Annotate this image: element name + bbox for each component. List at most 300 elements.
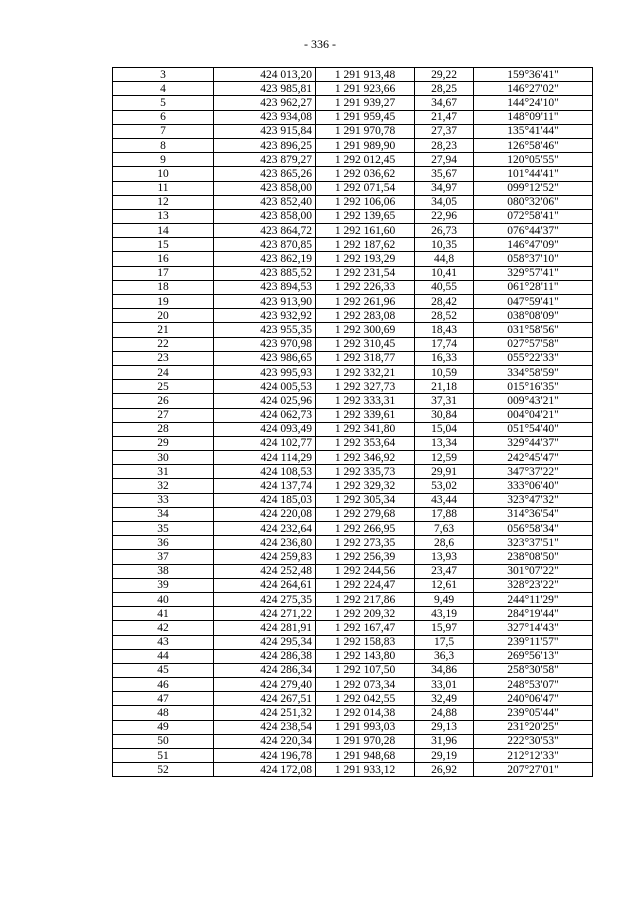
distance-cell: 13,34 xyxy=(415,436,474,450)
y-coordinate-cell: 1 292 042,55 xyxy=(316,692,415,706)
table-row xyxy=(113,238,593,252)
distance-cell: 21,47 xyxy=(415,110,474,124)
x-coordinate-cell: 424 286,38 xyxy=(214,649,316,663)
y-coordinate-cell: 1 292 305,34 xyxy=(316,493,415,507)
distance-cell: 24,88 xyxy=(415,706,474,720)
point-number-cell: 41 xyxy=(113,607,214,621)
x-coordinate-cell: 424 185,03 xyxy=(214,493,316,507)
y-coordinate-cell: 1 292 224,47 xyxy=(316,578,415,592)
y-coordinate-cell: 1 292 217,86 xyxy=(316,592,415,606)
point-number-cell: 25 xyxy=(113,380,214,394)
table-row xyxy=(113,195,593,209)
distance-cell: 15,04 xyxy=(415,422,474,436)
table-row xyxy=(113,252,593,266)
distance-cell: 27,94 xyxy=(415,153,474,167)
bearing-angle-cell: 135°41'44" xyxy=(474,124,593,138)
x-coordinate-cell: 424 295,34 xyxy=(214,635,316,649)
x-coordinate-cell: 424 196,78 xyxy=(214,749,316,763)
bearing-angle-cell: 258°30'58" xyxy=(474,663,593,677)
bearing-angle-cell: 238°08'50" xyxy=(474,550,593,564)
y-coordinate-cell: 1 292 107,50 xyxy=(316,663,415,677)
x-coordinate-cell: 423 932,92 xyxy=(214,309,316,323)
bearing-angle-cell: 120°05'55" xyxy=(474,153,593,167)
y-coordinate-cell: 1 291 948,68 xyxy=(316,749,415,763)
x-coordinate-cell: 423 986,65 xyxy=(214,351,316,365)
table-row xyxy=(113,309,593,323)
y-coordinate-cell: 1 291 923,66 xyxy=(316,82,415,96)
distance-cell: 29,22 xyxy=(415,68,474,82)
distance-cell: 34,86 xyxy=(415,663,474,677)
x-coordinate-cell: 424 271,22 xyxy=(214,607,316,621)
point-number-cell: 29 xyxy=(113,436,214,450)
y-coordinate-cell: 1 292 310,45 xyxy=(316,337,415,351)
table-row xyxy=(113,153,593,167)
distance-cell: 30,84 xyxy=(415,408,474,422)
point-number-cell: 5 xyxy=(113,96,214,110)
y-coordinate-cell: 1 292 209,32 xyxy=(316,607,415,621)
point-number-cell: 7 xyxy=(113,124,214,138)
distance-cell: 10,41 xyxy=(415,266,474,280)
point-number-cell: 46 xyxy=(113,678,214,692)
point-number-cell: 23 xyxy=(113,351,214,365)
y-coordinate-cell: 1 292 161,60 xyxy=(316,224,415,238)
y-coordinate-cell: 1 291 970,28 xyxy=(316,734,415,748)
y-coordinate-cell: 1 291 993,03 xyxy=(316,720,415,734)
table-row xyxy=(113,621,593,635)
bearing-angle-cell: 323°47'32" xyxy=(474,493,593,507)
x-coordinate-cell: 424 108,53 xyxy=(214,465,316,479)
y-coordinate-cell: 1 292 283,08 xyxy=(316,309,415,323)
table-row xyxy=(113,266,593,280)
point-number-cell: 26 xyxy=(113,394,214,408)
point-number-cell: 43 xyxy=(113,635,214,649)
point-number-cell: 51 xyxy=(113,749,214,763)
table-row xyxy=(113,465,593,479)
y-coordinate-cell: 1 292 327,73 xyxy=(316,380,415,394)
table-row xyxy=(113,678,593,692)
coordinates-table-body xyxy=(113,68,593,777)
distance-cell: 9,49 xyxy=(415,592,474,606)
y-coordinate-cell: 1 292 353,64 xyxy=(316,436,415,450)
y-coordinate-cell: 1 292 014,38 xyxy=(316,706,415,720)
point-number-cell: 38 xyxy=(113,564,214,578)
point-number-cell: 48 xyxy=(113,706,214,720)
table-row xyxy=(113,394,593,408)
bearing-angle-cell: 146°27'02" xyxy=(474,82,593,96)
distance-cell: 26,73 xyxy=(415,224,474,238)
y-coordinate-cell: 1 292 332,21 xyxy=(316,365,415,379)
distance-cell: 26,92 xyxy=(415,763,474,777)
table-row xyxy=(113,564,593,578)
bearing-angle-cell: 231°20'25" xyxy=(474,720,593,734)
coordinates-table xyxy=(112,67,593,777)
distance-cell: 12,61 xyxy=(415,578,474,592)
bearing-angle-cell: 101°44'41" xyxy=(474,167,593,181)
x-coordinate-cell: 423 970,98 xyxy=(214,337,316,351)
distance-cell: 23,47 xyxy=(415,564,474,578)
y-coordinate-cell: 1 292 226,33 xyxy=(316,280,415,294)
table-row xyxy=(113,649,593,663)
bearing-angle-cell: 076°44'37" xyxy=(474,224,593,238)
table-row xyxy=(113,663,593,677)
y-coordinate-cell: 1 292 106,06 xyxy=(316,195,415,209)
point-number-cell: 4 xyxy=(113,82,214,96)
point-number-cell: 44 xyxy=(113,649,214,663)
table-row xyxy=(113,507,593,521)
distance-cell: 15,97 xyxy=(415,621,474,635)
table-row xyxy=(113,635,593,649)
x-coordinate-cell: 424 062,73 xyxy=(214,408,316,422)
x-coordinate-cell: 424 238,54 xyxy=(214,720,316,734)
x-coordinate-cell: 423 864,72 xyxy=(214,224,316,238)
x-coordinate-cell: 424 264,61 xyxy=(214,578,316,592)
bearing-angle-cell: 004°04'21" xyxy=(474,408,593,422)
distance-cell: 28,52 xyxy=(415,309,474,323)
point-number-cell: 19 xyxy=(113,295,214,309)
x-coordinate-cell: 424 005,53 xyxy=(214,380,316,394)
bearing-angle-cell: 329°44'37" xyxy=(474,436,593,450)
y-coordinate-cell: 1 292 335,73 xyxy=(316,465,415,479)
y-coordinate-cell: 1 292 329,32 xyxy=(316,479,415,493)
y-coordinate-cell: 1 292 071,54 xyxy=(316,181,415,195)
distance-cell: 13,93 xyxy=(415,550,474,564)
table-row xyxy=(113,82,593,96)
y-coordinate-cell: 1 292 167,47 xyxy=(316,621,415,635)
table-row xyxy=(113,167,593,181)
distance-cell: 28,6 xyxy=(415,536,474,550)
bearing-angle-cell: 327°14'43" xyxy=(474,621,593,635)
bearing-angle-cell: 144°24'10" xyxy=(474,96,593,110)
distance-cell: 17,74 xyxy=(415,337,474,351)
table-row xyxy=(113,763,593,777)
point-number-cell: 16 xyxy=(113,252,214,266)
point-number-cell: 22 xyxy=(113,337,214,351)
distance-cell: 34,97 xyxy=(415,181,474,195)
bearing-angle-cell: 207°27'01" xyxy=(474,763,593,777)
table-row xyxy=(113,68,593,82)
distance-cell: 22,96 xyxy=(415,209,474,223)
y-coordinate-cell: 1 292 139,65 xyxy=(316,209,415,223)
point-number-cell: 45 xyxy=(113,663,214,677)
y-coordinate-cell: 1 291 989,90 xyxy=(316,138,415,152)
table-row xyxy=(113,351,593,365)
x-coordinate-cell: 424 220,34 xyxy=(214,734,316,748)
x-coordinate-cell: 424 252,48 xyxy=(214,564,316,578)
bearing-angle-cell: 058°37'10" xyxy=(474,252,593,266)
point-number-cell: 32 xyxy=(113,479,214,493)
table-row xyxy=(113,536,593,550)
bearing-angle-cell: 126°58'46" xyxy=(474,138,593,152)
y-coordinate-cell: 1 292 012,45 xyxy=(316,153,415,167)
point-number-cell: 27 xyxy=(113,408,214,422)
table-row xyxy=(113,124,593,138)
x-coordinate-cell: 424 137,74 xyxy=(214,479,316,493)
bearing-angle-cell: 056°58'34" xyxy=(474,522,593,536)
distance-cell: 40,55 xyxy=(415,280,474,294)
x-coordinate-cell: 424 267,51 xyxy=(214,692,316,706)
point-number-cell: 52 xyxy=(113,763,214,777)
y-coordinate-cell: 1 291 970,78 xyxy=(316,124,415,138)
distance-cell: 17,5 xyxy=(415,635,474,649)
point-number-cell: 17 xyxy=(113,266,214,280)
bearing-angle-cell: 159°36'41" xyxy=(474,68,593,82)
distance-cell: 10,35 xyxy=(415,238,474,252)
distance-cell: 28,25 xyxy=(415,82,474,96)
x-coordinate-cell: 423 962,27 xyxy=(214,96,316,110)
x-coordinate-cell: 423 985,81 xyxy=(214,82,316,96)
y-coordinate-cell: 1 292 279,68 xyxy=(316,507,415,521)
table-row xyxy=(113,436,593,450)
distance-cell: 36,3 xyxy=(415,649,474,663)
distance-cell: 17,88 xyxy=(415,507,474,521)
distance-cell: 37,31 xyxy=(415,394,474,408)
y-coordinate-cell: 1 292 036,62 xyxy=(316,167,415,181)
x-coordinate-cell: 423 862,19 xyxy=(214,252,316,266)
x-coordinate-cell: 424 259,83 xyxy=(214,550,316,564)
distance-cell: 10,59 xyxy=(415,365,474,379)
table-row xyxy=(113,408,593,422)
y-coordinate-cell: 1 292 341,80 xyxy=(316,422,415,436)
bearing-angle-cell: 323°37'51" xyxy=(474,536,593,550)
point-number-cell: 35 xyxy=(113,522,214,536)
point-number-cell: 24 xyxy=(113,365,214,379)
bearing-angle-cell: 055°22'33" xyxy=(474,351,593,365)
y-coordinate-cell: 1 292 300,69 xyxy=(316,323,415,337)
table-row xyxy=(113,380,593,394)
table-row xyxy=(113,323,593,337)
distance-cell: 53,02 xyxy=(415,479,474,493)
distance-cell: 16,33 xyxy=(415,351,474,365)
point-number-cell: 40 xyxy=(113,592,214,606)
y-coordinate-cell: 1 291 959,45 xyxy=(316,110,415,124)
distance-cell: 28,23 xyxy=(415,138,474,152)
distance-cell: 33,01 xyxy=(415,678,474,692)
table-row xyxy=(113,749,593,763)
x-coordinate-cell: 424 093,49 xyxy=(214,422,316,436)
y-coordinate-cell: 1 292 256,39 xyxy=(316,550,415,564)
x-coordinate-cell: 424 251,32 xyxy=(214,706,316,720)
x-coordinate-cell: 424 102,77 xyxy=(214,436,316,450)
bearing-angle-cell: 314°36'54" xyxy=(474,507,593,521)
x-coordinate-cell: 423 915,84 xyxy=(214,124,316,138)
distance-cell: 29,13 xyxy=(415,720,474,734)
bearing-angle-cell: 146°47'09" xyxy=(474,238,593,252)
table-row xyxy=(113,209,593,223)
x-coordinate-cell: 423 934,08 xyxy=(214,110,316,124)
x-coordinate-cell: 424 114,29 xyxy=(214,451,316,465)
x-coordinate-cell: 424 279,40 xyxy=(214,678,316,692)
y-coordinate-cell: 1 292 339,61 xyxy=(316,408,415,422)
point-number-cell: 20 xyxy=(113,309,214,323)
bearing-angle-cell: 347°37'22" xyxy=(474,465,593,479)
table-row xyxy=(113,592,593,606)
point-number-cell: 30 xyxy=(113,451,214,465)
distance-cell: 31,96 xyxy=(415,734,474,748)
distance-cell: 27,37 xyxy=(415,124,474,138)
bearing-angle-cell: 333°06'40" xyxy=(474,479,593,493)
x-coordinate-cell: 423 995,93 xyxy=(214,365,316,379)
x-coordinate-cell: 423 865,26 xyxy=(214,167,316,181)
x-coordinate-cell: 423 955,35 xyxy=(214,323,316,337)
y-coordinate-cell: 1 292 273,35 xyxy=(316,536,415,550)
table-row xyxy=(113,295,593,309)
bearing-angle-cell: 334°58'59" xyxy=(474,365,593,379)
y-coordinate-cell: 1 292 073,34 xyxy=(316,678,415,692)
distance-cell: 18,43 xyxy=(415,323,474,337)
point-number-cell: 47 xyxy=(113,692,214,706)
distance-cell: 44,8 xyxy=(415,252,474,266)
table-row xyxy=(113,734,593,748)
bearing-angle-cell: 047°59'41" xyxy=(474,295,593,309)
x-coordinate-cell: 424 236,80 xyxy=(214,536,316,550)
bearing-angle-cell: 031°58'56" xyxy=(474,323,593,337)
bearing-angle-cell: 239°11'57" xyxy=(474,635,593,649)
bearing-angle-cell: 329°57'41" xyxy=(474,266,593,280)
table-row xyxy=(113,181,593,195)
point-number-cell: 39 xyxy=(113,578,214,592)
table-row xyxy=(113,337,593,351)
x-coordinate-cell: 423 896,25 xyxy=(214,138,316,152)
distance-cell: 43,19 xyxy=(415,607,474,621)
table-row xyxy=(113,422,593,436)
point-number-cell: 15 xyxy=(113,238,214,252)
x-coordinate-cell: 423 852,40 xyxy=(214,195,316,209)
x-coordinate-cell: 424 013,20 xyxy=(214,68,316,82)
table-row xyxy=(113,493,593,507)
point-number-cell: 28 xyxy=(113,422,214,436)
table-row xyxy=(113,578,593,592)
table-row xyxy=(113,224,593,238)
x-coordinate-cell: 424 220,08 xyxy=(214,507,316,521)
bearing-angle-cell: 240°06'47" xyxy=(474,692,593,706)
bearing-angle-cell: 248°53'07" xyxy=(474,678,593,692)
bearing-angle-cell: 222°30'53" xyxy=(474,734,593,748)
x-coordinate-cell: 423 879,27 xyxy=(214,153,316,167)
point-number-cell: 36 xyxy=(113,536,214,550)
bearing-angle-cell: 242°45'47" xyxy=(474,451,593,465)
x-coordinate-cell: 423 913,90 xyxy=(214,295,316,309)
x-coordinate-cell: 424 275,35 xyxy=(214,592,316,606)
point-number-cell: 34 xyxy=(113,507,214,521)
table-row xyxy=(113,607,593,621)
y-coordinate-cell: 1 292 261,96 xyxy=(316,295,415,309)
y-coordinate-cell: 1 292 346,92 xyxy=(316,451,415,465)
bearing-angle-cell: 099°12'52" xyxy=(474,181,593,195)
x-coordinate-cell: 424 232,64 xyxy=(214,522,316,536)
point-number-cell: 3 xyxy=(113,68,214,82)
distance-cell: 32,49 xyxy=(415,692,474,706)
distance-cell: 29,19 xyxy=(415,749,474,763)
point-number-cell: 9 xyxy=(113,153,214,167)
bearing-angle-cell: 212°12'33" xyxy=(474,749,593,763)
point-number-cell: 33 xyxy=(113,493,214,507)
bearing-angle-cell: 061°28'11" xyxy=(474,280,593,294)
table-row xyxy=(113,451,593,465)
table-row xyxy=(113,138,593,152)
y-coordinate-cell: 1 292 333,31 xyxy=(316,394,415,408)
x-coordinate-cell: 424 286,34 xyxy=(214,663,316,677)
y-coordinate-cell: 1 292 231,54 xyxy=(316,266,415,280)
y-coordinate-cell: 1 292 266,95 xyxy=(316,522,415,536)
bearing-angle-cell: 072°58'41" xyxy=(474,209,593,223)
distance-cell: 43,44 xyxy=(415,493,474,507)
point-number-cell: 13 xyxy=(113,209,214,223)
y-coordinate-cell: 1 292 187,62 xyxy=(316,238,415,252)
bearing-angle-cell: 148°09'11" xyxy=(474,110,593,124)
table-row xyxy=(113,720,593,734)
point-number-cell: 42 xyxy=(113,621,214,635)
x-coordinate-cell: 423 858,00 xyxy=(214,181,316,195)
distance-cell: 35,67 xyxy=(415,167,474,181)
point-number-cell: 8 xyxy=(113,138,214,152)
distance-cell: 7,63 xyxy=(415,522,474,536)
point-number-cell: 6 xyxy=(113,110,214,124)
point-number-cell: 10 xyxy=(113,167,214,181)
bearing-angle-cell: 239°05'44" xyxy=(474,706,593,720)
y-coordinate-cell: 1 291 933,12 xyxy=(316,763,415,777)
point-number-cell: 11 xyxy=(113,181,214,195)
table-row xyxy=(113,280,593,294)
page-number: - 336 - xyxy=(304,37,336,51)
bearing-angle-cell: 015°16'35" xyxy=(474,380,593,394)
table-row xyxy=(113,550,593,564)
table-row xyxy=(113,706,593,720)
bearing-angle-cell: 284°19'44" xyxy=(474,607,593,621)
x-coordinate-cell: 423 870,85 xyxy=(214,238,316,252)
bearing-angle-cell: 328°23'22" xyxy=(474,578,593,592)
point-number-cell: 21 xyxy=(113,323,214,337)
bearing-angle-cell: 301°07'22" xyxy=(474,564,593,578)
distance-cell: 12,59 xyxy=(415,451,474,465)
x-coordinate-cell: 424 025,96 xyxy=(214,394,316,408)
y-coordinate-cell: 1 292 244,56 xyxy=(316,564,415,578)
table-row xyxy=(113,365,593,379)
bearing-angle-cell: 269°56'13" xyxy=(474,649,593,663)
y-coordinate-cell: 1 292 193,29 xyxy=(316,252,415,266)
bearing-angle-cell: 051°54'40" xyxy=(474,422,593,436)
distance-cell: 28,42 xyxy=(415,295,474,309)
distance-cell: 21,18 xyxy=(415,380,474,394)
distance-cell: 34,67 xyxy=(415,96,474,110)
table-row xyxy=(113,96,593,110)
point-number-cell: 14 xyxy=(113,224,214,238)
x-coordinate-cell: 423 885,52 xyxy=(214,266,316,280)
y-coordinate-cell: 1 292 143,80 xyxy=(316,649,415,663)
x-coordinate-cell: 423 894,53 xyxy=(214,280,316,294)
table-row xyxy=(113,479,593,493)
point-number-cell: 49 xyxy=(113,720,214,734)
y-coordinate-cell: 1 292 318,77 xyxy=(316,351,415,365)
bearing-angle-cell: 038°08'09" xyxy=(474,309,593,323)
point-number-cell: 37 xyxy=(113,550,214,564)
distance-cell: 29,91 xyxy=(415,465,474,479)
point-number-cell: 12 xyxy=(113,195,214,209)
bearing-angle-cell: 244°11'29" xyxy=(474,592,593,606)
bearing-angle-cell: 009°43'21" xyxy=(474,394,593,408)
distance-cell: 34,05 xyxy=(415,195,474,209)
point-number-cell: 18 xyxy=(113,280,214,294)
point-number-cell: 50 xyxy=(113,734,214,748)
table-row xyxy=(113,692,593,706)
table-row xyxy=(113,522,593,536)
bearing-angle-cell: 027°57'58" xyxy=(474,337,593,351)
y-coordinate-cell: 1 291 913,48 xyxy=(316,68,415,82)
y-coordinate-cell: 1 291 939,27 xyxy=(316,96,415,110)
x-coordinate-cell: 424 281,91 xyxy=(214,621,316,635)
table-row xyxy=(113,110,593,124)
point-number-cell: 31 xyxy=(113,465,214,479)
x-coordinate-cell: 424 172,08 xyxy=(214,763,316,777)
